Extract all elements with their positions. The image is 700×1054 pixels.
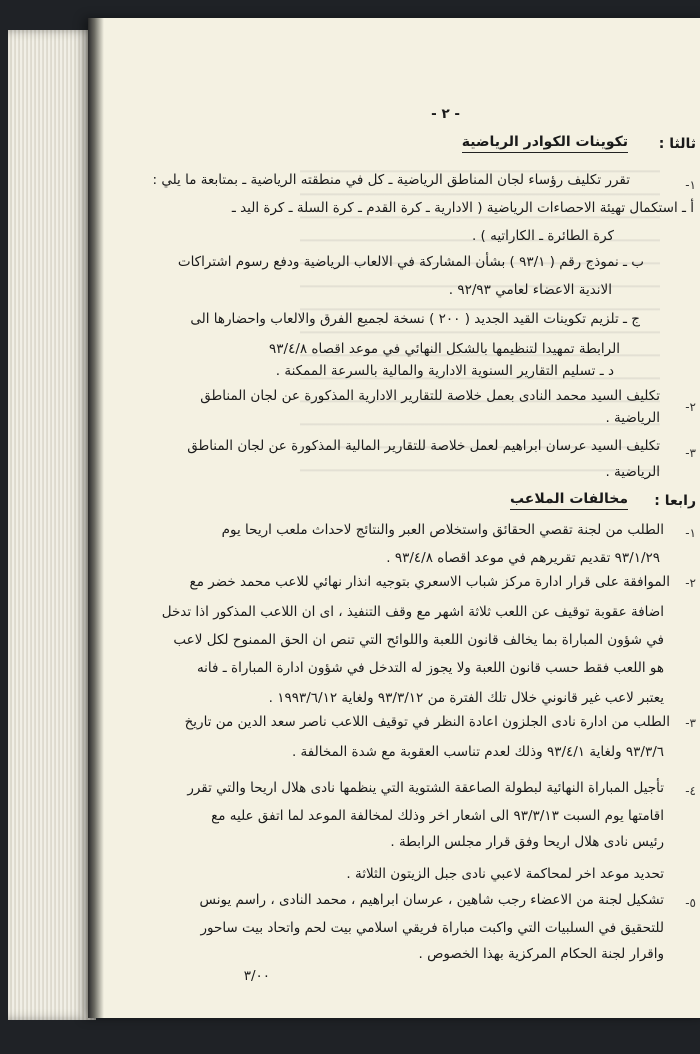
list-item: أ ـ استكمال تهيئة الاحصاءات الرياضية ( الادارية ـ كرة القدم ـ كرة السلة ـ كرة اليد ـ [231, 200, 694, 216]
list-item: يعتبر لاعب غير قانوني خلال تلك الفترة من ٩٣/٣/١٢ ولغاية ١٩٩٣/٦/١٢ . [268, 690, 664, 706]
list-item: في شؤون المباراة بما يخالف قانون اللعبة واللوائح التي تنص ان الحق الممنوح لكل لاعب [173, 632, 664, 648]
list-item: الطلب من لجنة تقصي الحقائق واستخلاص العبر والنتائج لاحداث ملعب اريحا يوم [221, 522, 664, 538]
item-number: ٣- [685, 716, 696, 730]
list-item: الاندية الاعضاء لعامي ٩٢/٩٣ . [448, 282, 612, 298]
section-a-title: تكوينات الكوادر الرياضية [462, 134, 628, 153]
item-number: ٢- [685, 576, 696, 590]
list-item: تحديد موعد اخر لمحاكمة لاعبي نادى جبل الزيتون الثلاثة . [346, 866, 664, 882]
list-item: ج ـ تلزيم تكوينات القيد الجديد ( ٢٠٠ ) نسخة لجميع الفرق والالعاب واحضارها الى [190, 311, 640, 327]
list-item: الرياضية . [605, 464, 660, 480]
list-item: واقرار لجنة الحكام المركزية بهذا الخصوص . [418, 946, 664, 962]
list-item: كرة الطائرة ـ الكاراتيه ) . [471, 228, 614, 244]
list-item: هو اللعب فقط حسب قانون اللعبة ولا يجوز له التدخل في شؤون ادارة المباراة ـ فانه [196, 660, 664, 676]
item-number: ٣- [685, 446, 696, 460]
list-item: للتحقيق في السلبيات التي واكبت مباراة فريقي اسلامي بيت لحم واتحاد بيت ساحور [200, 920, 664, 936]
page-number: - ٢ - [431, 106, 460, 122]
list-item: ٩٣/٣/٦ ولغاية ٩٣/٤/١ وذلك لعدم تناسب العقوبة مع شدة المخالفة . [291, 744, 664, 760]
item-number: ١- [685, 178, 696, 192]
list-item: تكليف السيد عرسان ابراهيم لعمل خلاصة للتقارير المالية المذكورة عن لجان المناطق [187, 438, 660, 454]
page-gutter-shadow [88, 18, 104, 1018]
item-number: ٥- [685, 896, 696, 910]
list-item: تقرر تكليف رؤساء لجان المناطق الرياضية ـ كل في منطقته الرياضية ـ بمتابعة ما يلي : [152, 172, 630, 188]
list-item: رئيس نادى هلال اريحا وفق قرار مجلس الرابطة . [390, 834, 664, 850]
item-number: ٢- [685, 400, 696, 414]
item-number: ٤- [685, 784, 696, 798]
list-item: تشكيل لجنة من الاعضاء رجب شاهين ، عرسان ابراهيم ، محمد النادى ، راسم يونس [199, 892, 664, 908]
list-item: الرياضية . [605, 410, 660, 426]
list-item: تكليف السيد محمد النادى بعمل خلاصة للتقارير الادارية المذكورة عن لجان المناطق [200, 388, 660, 404]
list-item: د ـ تسليم التقارير السنوية الادارية والمالية بالسرعة الممكنة . [275, 363, 614, 379]
list-item: ب ـ نموذج رقم ( ٩٣/١ ) بشأن المشاركة في الالعاب الرياضية ودفع رسوم اشتراكات [177, 254, 644, 270]
list-item: الرابطة تمهيدا لتنظيمها بالشكل النهائي في موعد اقصاه ٩٣/٤/٨ [269, 341, 620, 357]
list-item: الطلب من ادارة نادى الجلزون اعادة النظر في توقيف اللاعب ناصر سعد الدين من تاريخ [184, 714, 670, 730]
list-item: تأجيل المباراة النهائية لبطولة الصاعقة الشتوية التي ينظمها نادى هلال اريحا والتي تقرر [187, 780, 664, 796]
footer-mark: ٣/٠٠ [243, 968, 270, 984]
section-a-marker: ثالثا : [658, 136, 696, 152]
list-item: الموافقة على قرار ادارة مركز شباب الاسعري بتوجيه انذار نهائي للاعب محمد خضر مع [189, 574, 670, 590]
section-b-title: مخالفات الملاعب [510, 491, 628, 510]
section-b-marker: رابعا : [654, 493, 696, 509]
list-item: ٩٣/١/٢٩ تقديم تقريرهم في موعد اقصاه ٩٣/٤/٨ . [386, 550, 660, 566]
list-item: اضافة عقوبة توقيف عن اللعب ثلاثة اشهر مع وقف التنفيذ ، اى ان اللاعب المذكور اذا تدخل [161, 604, 664, 620]
list-item: اقامتها يوم السبت ٩٣/٣/١٣ الى اشعار اخر وذلك لمخالفة الموعد لما اتفق عليه مع [211, 808, 664, 824]
book-page-edges [8, 30, 96, 1020]
item-number: ١- [685, 526, 696, 540]
